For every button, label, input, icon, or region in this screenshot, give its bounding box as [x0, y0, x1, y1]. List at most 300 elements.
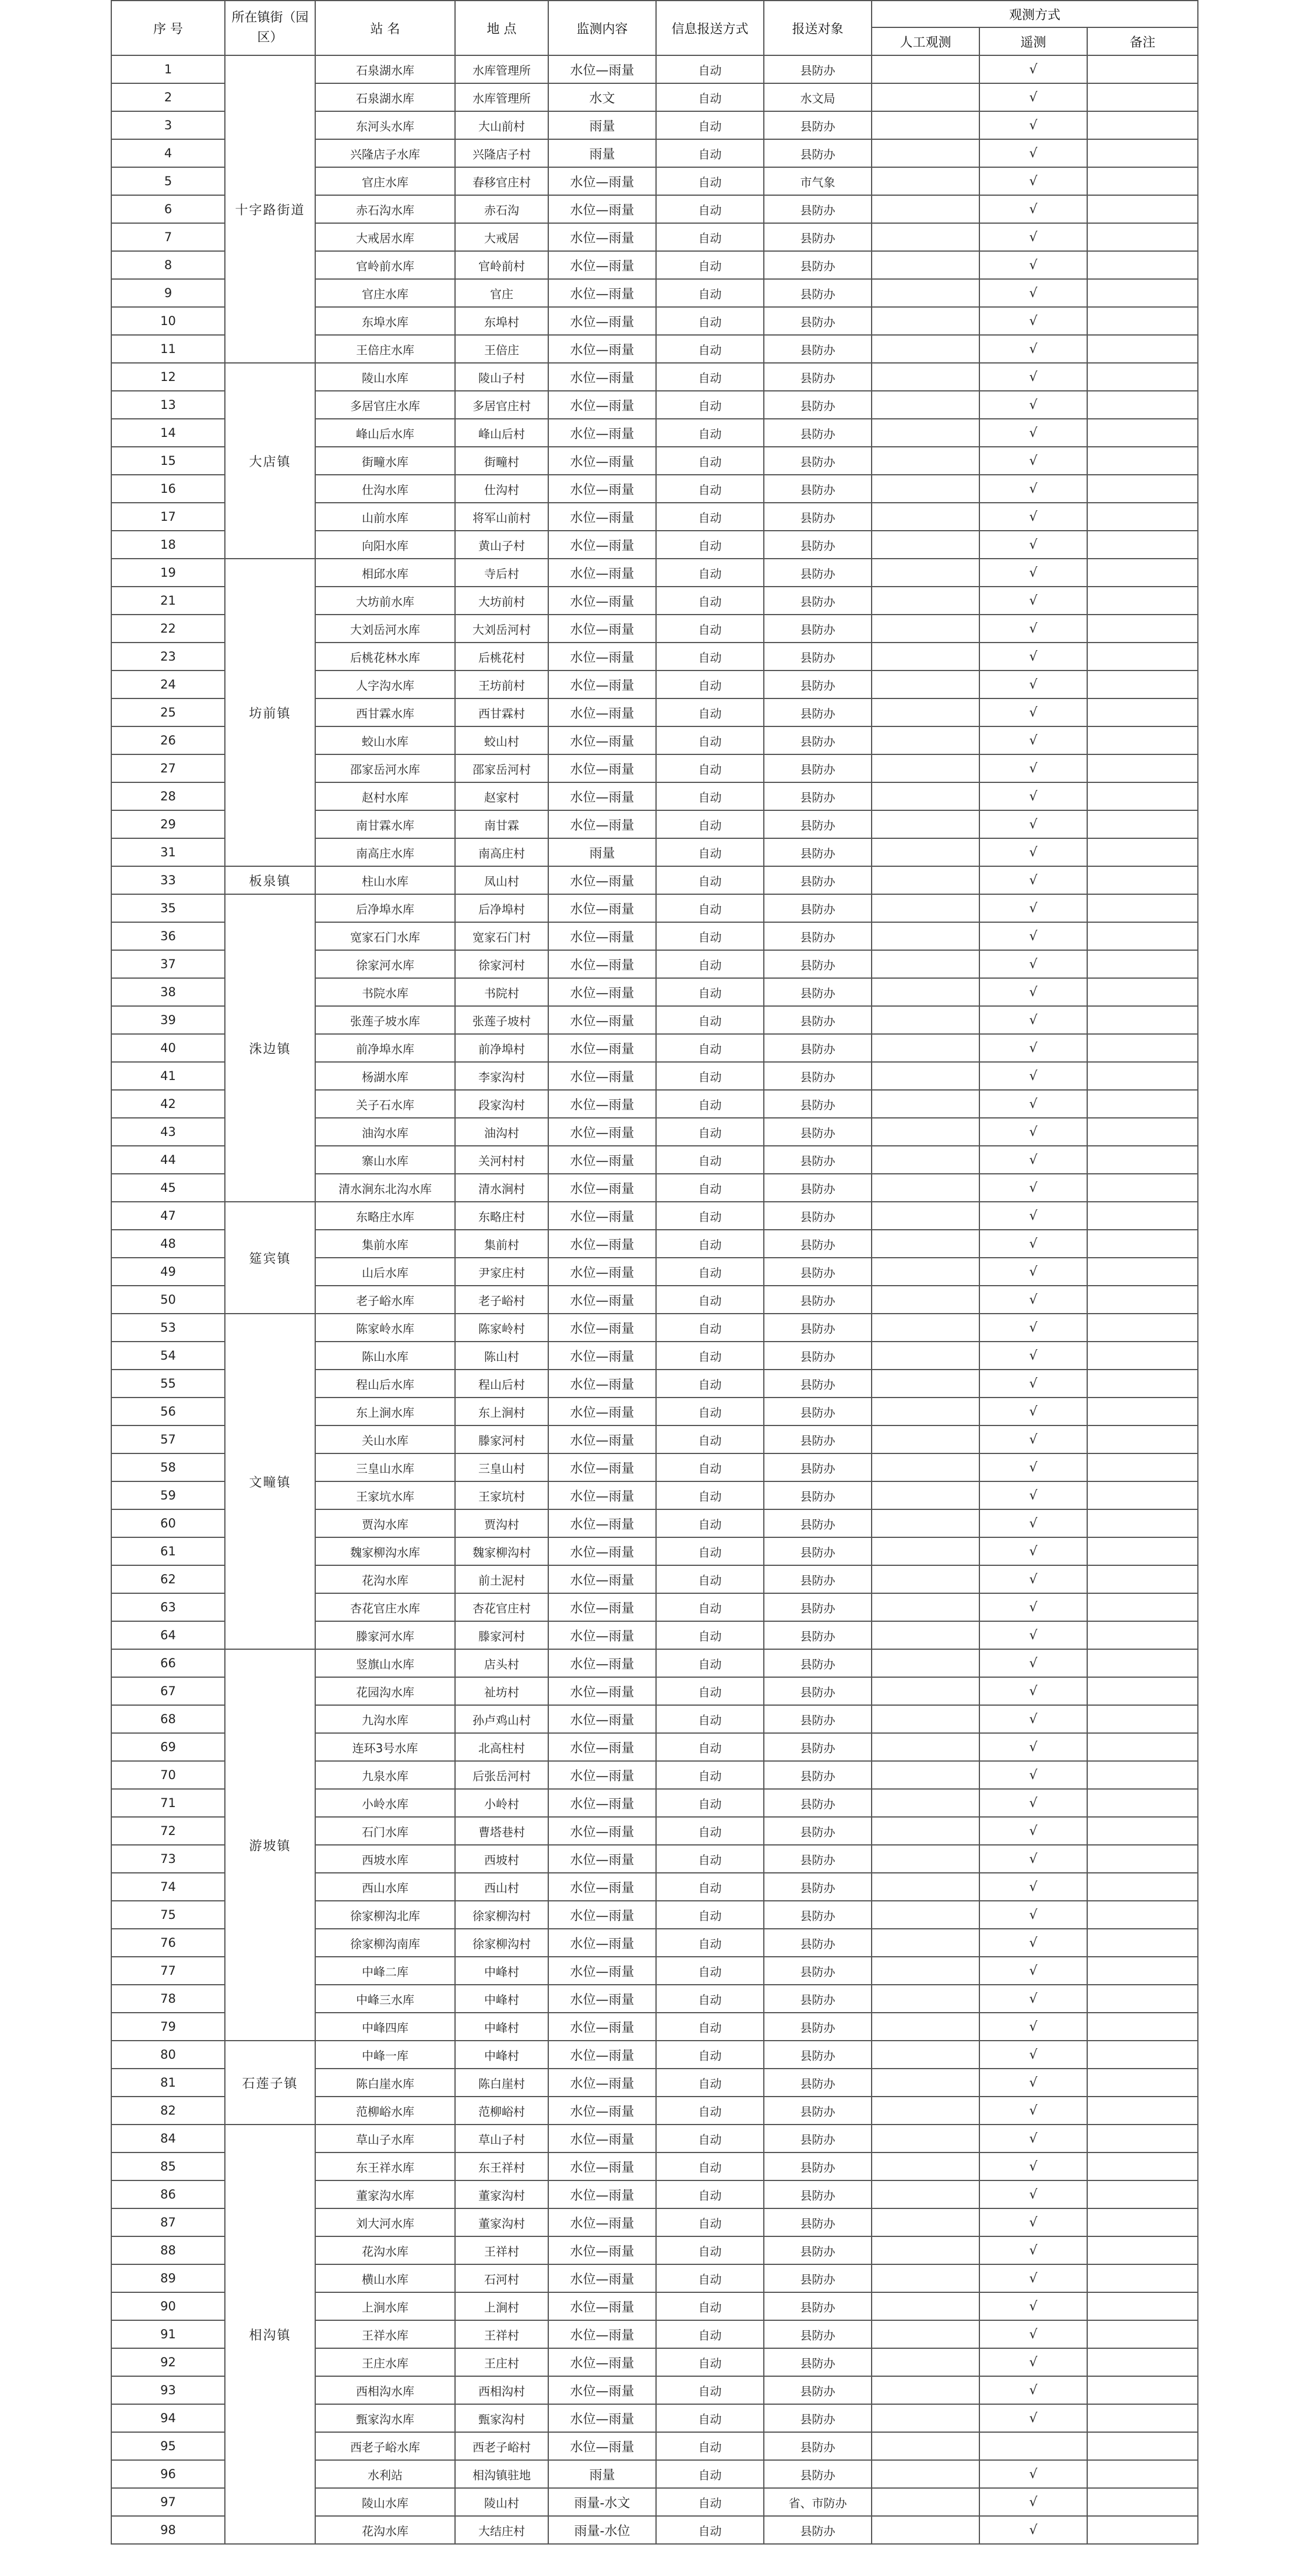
manual-cell — [872, 978, 979, 1006]
remote-cell: √ — [979, 1174, 1087, 1202]
station-cell: 花沟水库 — [315, 2516, 455, 2544]
location-cell: 范柳峪村 — [455, 2097, 548, 2125]
remote-cell: √ — [979, 1649, 1087, 1677]
manual-cell — [872, 503, 979, 531]
method-cell: 自动 — [656, 2152, 764, 2180]
manual-cell — [872, 1258, 979, 1286]
method-cell: 自动 — [656, 754, 764, 782]
station-cell: 蛟山水库 — [315, 726, 455, 754]
content-cell: 水位—雨量 — [548, 2180, 656, 2208]
content-cell: 水位—雨量 — [548, 2236, 656, 2264]
method-cell: 自动 — [656, 922, 764, 950]
target-cell: 县防办 — [764, 698, 872, 726]
method-cell: 自动 — [656, 978, 764, 1006]
content-cell: 水位—雨量 — [548, 2432, 656, 2460]
manual-cell — [872, 363, 979, 391]
note-cell — [1087, 2516, 1198, 2544]
station-cell: 邵家岳河水库 — [315, 754, 455, 782]
target-cell: 县防办 — [764, 1146, 872, 1174]
method-cell: 自动 — [656, 782, 764, 810]
method-cell: 自动 — [656, 251, 764, 279]
note-cell — [1087, 1174, 1198, 1202]
manual-cell — [872, 531, 979, 559]
method-cell: 自动 — [656, 223, 764, 251]
seq-cell: 28 — [111, 782, 225, 810]
seq-cell: 58 — [111, 1453, 225, 1481]
content-cell: 水位—雨量 — [548, 1817, 656, 1845]
note-cell — [1087, 2460, 1198, 2488]
content-cell: 水位—雨量 — [548, 2320, 656, 2348]
station-cell: 贾沟水库 — [315, 1509, 455, 1537]
method-cell: 自动 — [656, 1873, 764, 1901]
station-cell: 多居官庄水库 — [315, 391, 455, 419]
note-cell — [1087, 139, 1198, 167]
method-cell: 自动 — [656, 1090, 764, 1118]
remote-cell: √ — [979, 195, 1087, 223]
note-cell — [1087, 726, 1198, 754]
method-cell: 自动 — [656, 2488, 764, 2516]
seq-cell: 75 — [111, 1901, 225, 1929]
seq-cell: 23 — [111, 643, 225, 671]
target-cell: 县防办 — [764, 1006, 872, 1034]
note-cell — [1087, 419, 1198, 447]
seq-cell: 50 — [111, 1286, 225, 1314]
target-cell: 县防办 — [764, 391, 872, 419]
method-cell: 自动 — [656, 1118, 764, 1146]
method-cell: 自动 — [656, 1286, 764, 1314]
station-cell: 草山子水库 — [315, 2125, 455, 2152]
target-cell: 县防办 — [764, 1202, 872, 1230]
content-cell: 水位—雨量 — [548, 671, 656, 698]
remote-cell: √ — [979, 1202, 1087, 1230]
manual-cell — [872, 55, 979, 83]
manual-cell — [872, 223, 979, 251]
seq-cell: 24 — [111, 671, 225, 698]
header-seq: 序 号 — [111, 1, 225, 55]
manual-cell — [872, 1705, 979, 1733]
header-observe: 观测方式 — [872, 1, 1198, 27]
seq-cell: 49 — [111, 1258, 225, 1286]
content-cell: 水位—雨量 — [548, 1314, 656, 1342]
manual-cell — [872, 671, 979, 698]
station-cell: 水利站 — [315, 2460, 455, 2488]
note-cell — [1087, 1845, 1198, 1873]
target-cell: 县防办 — [764, 1398, 872, 1425]
location-cell: 南高庄村 — [455, 838, 548, 866]
location-cell: 张莲子坡村 — [455, 1006, 548, 1034]
table-row — [111, 363, 1198, 391]
seq-cell: 21 — [111, 587, 225, 615]
method-cell: 自动 — [656, 950, 764, 978]
station-cell: 街疃水库 — [315, 447, 455, 475]
method-cell: 自动 — [656, 2320, 764, 2348]
remote-cell: √ — [979, 1453, 1087, 1481]
method-cell: 自动 — [656, 363, 764, 391]
content-cell: 水位—雨量 — [548, 1425, 656, 1453]
station-cell: 后桃花林水库 — [315, 643, 455, 671]
note-cell — [1087, 2432, 1198, 2460]
target-cell: 县防办 — [764, 754, 872, 782]
station-cell: 陵山水库 — [315, 2488, 455, 2516]
seq-cell: 61 — [111, 1537, 225, 1565]
content-cell: 水位—雨量 — [548, 726, 656, 754]
note-cell — [1087, 335, 1198, 363]
manual-cell — [872, 2125, 979, 2152]
note-cell — [1087, 1146, 1198, 1174]
remote-cell: √ — [979, 419, 1087, 447]
note-cell — [1087, 1509, 1198, 1537]
content-cell: 水位—雨量 — [548, 1957, 656, 1985]
station-cell: 向阳水库 — [315, 531, 455, 559]
manual-cell — [872, 1621, 979, 1649]
seq-cell: 43 — [111, 1118, 225, 1146]
note-cell — [1087, 782, 1198, 810]
station-cell: 九沟水库 — [315, 1705, 455, 1733]
remote-cell: √ — [979, 2236, 1087, 2264]
seq-cell: 18 — [111, 531, 225, 559]
seq-cell: 76 — [111, 1929, 225, 1957]
station-cell: 仕沟水库 — [315, 475, 455, 503]
target-cell: 县防办 — [764, 419, 872, 447]
station-cell: 小岭水库 — [315, 1789, 455, 1817]
method-cell: 自动 — [656, 83, 764, 111]
location-cell: 小岭村 — [455, 1789, 548, 1817]
content-cell: 水位—雨量 — [548, 279, 656, 307]
method-cell: 自动 — [656, 111, 764, 139]
note-cell — [1087, 1537, 1198, 1565]
note-cell — [1087, 447, 1198, 475]
note-cell — [1087, 754, 1198, 782]
seq-cell: 38 — [111, 978, 225, 1006]
method-cell: 自动 — [656, 2460, 764, 2488]
method-cell: 自动 — [656, 1481, 764, 1509]
seq-cell: 48 — [111, 1230, 225, 1258]
location-cell: 孙卢鸡山村 — [455, 1705, 548, 1733]
content-cell: 雨量 — [548, 111, 656, 139]
method-cell: 自动 — [656, 1034, 764, 1062]
seq-cell: 47 — [111, 1202, 225, 1230]
target-cell: 省、市防办 — [764, 2488, 872, 2516]
manual-cell — [872, 1174, 979, 1202]
content-cell: 水位—雨量 — [548, 55, 656, 83]
remote-cell: √ — [979, 1677, 1087, 1705]
location-cell: 西甘霖村 — [455, 698, 548, 726]
note-cell — [1087, 2208, 1198, 2236]
target-cell: 县防办 — [764, 643, 872, 671]
town-cell: 洙边镇 — [225, 894, 315, 1202]
method-cell: 自动 — [656, 1901, 764, 1929]
remote-cell: √ — [979, 2125, 1087, 2152]
content-cell: 水位—雨量 — [548, 2125, 656, 2152]
method-cell: 自动 — [656, 139, 764, 167]
remote-cell: √ — [979, 167, 1087, 195]
method-cell: 自动 — [656, 2292, 764, 2320]
target-cell: 县防办 — [764, 978, 872, 1006]
content-cell: 水位—雨量 — [548, 2348, 656, 2376]
note-cell — [1087, 1202, 1198, 1230]
station-cell: 陵山水库 — [315, 363, 455, 391]
location-cell: 西坡村 — [455, 1845, 548, 1873]
table-row — [111, 559, 1198, 587]
target-cell: 县防办 — [764, 335, 872, 363]
manual-cell — [872, 1146, 979, 1174]
location-cell: 关河村村 — [455, 1146, 548, 1174]
remote-cell: √ — [979, 55, 1087, 83]
manual-cell — [872, 2292, 979, 2320]
content-cell: 水文 — [548, 83, 656, 111]
method-cell: 自动 — [656, 2264, 764, 2292]
content-cell: 水位—雨量 — [548, 559, 656, 587]
target-cell: 县防办 — [764, 1118, 872, 1146]
note-cell — [1087, 2488, 1198, 2516]
station-cell: 官岭前水库 — [315, 251, 455, 279]
manual-cell — [872, 1342, 979, 1370]
target-cell: 县防办 — [764, 279, 872, 307]
seq-cell: 72 — [111, 1817, 225, 1845]
seq-cell: 82 — [111, 2097, 225, 2125]
target-cell: 县防办 — [764, 307, 872, 335]
table-body — [111, 55, 1198, 2544]
method-cell: 自动 — [656, 2041, 764, 2069]
manual-cell — [872, 1006, 979, 1034]
table-row — [111, 1649, 1198, 1677]
manual-cell — [872, 2516, 979, 2544]
content-cell: 水位—雨量 — [548, 2292, 656, 2320]
method-cell: 自动 — [656, 307, 764, 335]
content-cell: 水位—雨量 — [548, 2376, 656, 2404]
table-row — [111, 866, 1198, 894]
content-cell: 水位—雨量 — [548, 1258, 656, 1286]
seq-cell: 85 — [111, 2152, 225, 2180]
seq-cell: 35 — [111, 894, 225, 922]
method-cell: 自动 — [656, 615, 764, 643]
method-cell: 自动 — [656, 894, 764, 922]
note-cell — [1087, 866, 1198, 894]
station-cell: 东河头水库 — [315, 111, 455, 139]
seq-cell: 6 — [111, 195, 225, 223]
content-cell: 水位—雨量 — [548, 335, 656, 363]
method-cell: 自动 — [656, 2348, 764, 2376]
manual-cell — [872, 1370, 979, 1398]
method-cell: 自动 — [656, 195, 764, 223]
method-cell: 自动 — [656, 587, 764, 615]
remote-cell: √ — [979, 1425, 1087, 1453]
seq-cell: 40 — [111, 1034, 225, 1062]
remote-cell: √ — [979, 978, 1087, 1006]
method-cell: 自动 — [656, 279, 764, 307]
seq-cell: 89 — [111, 2264, 225, 2292]
target-cell: 县防办 — [764, 2516, 872, 2544]
content-cell: 水位—雨量 — [548, 1565, 656, 1593]
seq-cell: 36 — [111, 922, 225, 950]
note-cell — [1087, 587, 1198, 615]
manual-cell — [872, 1985, 979, 2013]
manual-cell — [872, 2264, 979, 2292]
target-cell: 县防办 — [764, 2460, 872, 2488]
manual-cell — [872, 83, 979, 111]
seq-cell: 33 — [111, 866, 225, 894]
content-cell: 水位—雨量 — [548, 1118, 656, 1146]
location-cell: 大戒居 — [455, 223, 548, 251]
location-cell: 官岭前村 — [455, 251, 548, 279]
station-cell: 南甘霖水库 — [315, 810, 455, 838]
note-cell — [1087, 2264, 1198, 2292]
remote-cell: √ — [979, 698, 1087, 726]
location-cell: 上涧村 — [455, 2292, 548, 2320]
note-cell — [1087, 2404, 1198, 2432]
header-method: 信息报送方式 — [656, 1, 764, 55]
remote-cell: √ — [979, 139, 1087, 167]
method-cell: 自动 — [656, 726, 764, 754]
town-cell: 坊前镇 — [225, 559, 315, 866]
location-cell: 大刘岳河村 — [455, 615, 548, 643]
target-cell: 县防办 — [764, 2041, 872, 2069]
note-cell — [1087, 1342, 1198, 1370]
content-cell: 水位—雨量 — [548, 2264, 656, 2292]
seq-cell: 95 — [111, 2432, 225, 2460]
station-cell: 陈白崖水库 — [315, 2069, 455, 2097]
remote-cell: √ — [979, 1873, 1087, 1901]
remote-cell: √ — [979, 447, 1087, 475]
remote-cell: √ — [979, 1370, 1087, 1398]
target-cell: 县防办 — [764, 2292, 872, 2320]
content-cell: 水位—雨量 — [548, 950, 656, 978]
target-cell: 县防办 — [764, 2264, 872, 2292]
manual-cell — [872, 475, 979, 503]
content-cell: 水位—雨量 — [548, 2013, 656, 2041]
note-cell — [1087, 810, 1198, 838]
station-cell: 山后水库 — [315, 1258, 455, 1286]
table-row — [111, 2125, 1198, 2152]
seq-cell: 19 — [111, 559, 225, 587]
target-cell: 县防办 — [764, 55, 872, 83]
station-cell: 前净埠水库 — [315, 1034, 455, 1062]
method-cell: 自动 — [656, 1006, 764, 1034]
note-cell — [1087, 1370, 1198, 1398]
note-cell — [1087, 279, 1198, 307]
method-cell: 自动 — [656, 1537, 764, 1565]
station-cell: 后净埠水库 — [315, 894, 455, 922]
seq-cell: 3 — [111, 111, 225, 139]
note-cell — [1087, 1034, 1198, 1062]
note-cell — [1087, 1062, 1198, 1090]
manual-cell — [872, 1761, 979, 1789]
content-cell: 雨量-水文 — [548, 2488, 656, 2516]
station-cell: 董家沟水库 — [315, 2180, 455, 2208]
content-cell: 雨量-水位 — [548, 2516, 656, 2544]
remote-cell: √ — [979, 1985, 1087, 2013]
target-cell: 县防办 — [764, 1789, 872, 1817]
remote-cell: √ — [979, 2320, 1087, 2348]
manual-cell — [872, 866, 979, 894]
location-cell: 王祥村 — [455, 2236, 548, 2264]
target-cell: 县防办 — [764, 503, 872, 531]
remote-cell: √ — [979, 1006, 1087, 1034]
town-cell: 大店镇 — [225, 363, 315, 559]
seq-cell: 70 — [111, 1761, 225, 1789]
note-cell — [1087, 2292, 1198, 2320]
location-cell: 西老子峪村 — [455, 2432, 548, 2460]
manual-cell — [872, 1118, 979, 1146]
seq-cell: 9 — [111, 279, 225, 307]
seq-cell: 96 — [111, 2460, 225, 2488]
location-cell: 石河村 — [455, 2264, 548, 2292]
content-cell: 水位—雨量 — [548, 475, 656, 503]
location-cell: 中峰村 — [455, 1957, 548, 1985]
method-cell: 自动 — [656, 1929, 764, 1957]
station-cell: 陈家岭水库 — [315, 1314, 455, 1342]
station-cell: 石泉湖水库 — [315, 83, 455, 111]
remote-cell: √ — [979, 279, 1087, 307]
manual-cell — [872, 1565, 979, 1593]
seq-cell: 15 — [111, 447, 225, 475]
station-cell: 柱山水库 — [315, 866, 455, 894]
content-cell: 水位—雨量 — [548, 447, 656, 475]
manual-cell — [872, 2069, 979, 2097]
seq-cell: 44 — [111, 1146, 225, 1174]
target-cell: 县防办 — [764, 1537, 872, 1565]
remote-cell: √ — [979, 866, 1087, 894]
seq-cell: 63 — [111, 1593, 225, 1621]
note-cell — [1087, 559, 1198, 587]
location-cell: 中峰村 — [455, 1985, 548, 2013]
manual-cell — [872, 1649, 979, 1677]
manual-cell — [872, 698, 979, 726]
method-cell: 自动 — [656, 1985, 764, 2013]
remote-cell: √ — [979, 391, 1087, 419]
remote-cell: √ — [979, 2376, 1087, 2404]
note-cell — [1087, 531, 1198, 559]
remote-cell: √ — [979, 922, 1087, 950]
remote-cell: √ — [979, 475, 1087, 503]
location-cell: 春移官庄村 — [455, 167, 548, 195]
note-cell — [1087, 1621, 1198, 1649]
method-cell: 自动 — [656, 1593, 764, 1621]
content-cell: 水位—雨量 — [548, 1034, 656, 1062]
method-cell: 自动 — [656, 1453, 764, 1481]
manual-cell — [872, 782, 979, 810]
seq-cell: 22 — [111, 615, 225, 643]
target-cell: 县防办 — [764, 1370, 872, 1398]
station-cell: 寨山水库 — [315, 1146, 455, 1174]
note-cell — [1087, 1398, 1198, 1425]
target-cell: 县防办 — [764, 2348, 872, 2376]
station-cell: 关山水库 — [315, 1425, 455, 1453]
location-cell: 董家沟村 — [455, 2180, 548, 2208]
manual-cell — [872, 195, 979, 223]
manual-cell — [872, 2208, 979, 2236]
station-cell: 关子石水库 — [315, 1090, 455, 1118]
station-cell: 宽家石门水库 — [315, 922, 455, 950]
target-cell: 县防办 — [764, 2432, 872, 2460]
content-cell: 水位—雨量 — [548, 363, 656, 391]
station-cell: 刘大河水库 — [315, 2208, 455, 2236]
manual-cell — [872, 1817, 979, 1845]
target-cell: 县防办 — [764, 1677, 872, 1705]
remote-cell: √ — [979, 1705, 1087, 1733]
method-cell: 自动 — [656, 1957, 764, 1985]
note-cell — [1087, 363, 1198, 391]
content-cell: 水位—雨量 — [548, 810, 656, 838]
seq-cell: 91 — [111, 2320, 225, 2348]
remote-cell: √ — [979, 1621, 1087, 1649]
remote-cell: √ — [979, 2264, 1087, 2292]
remote-cell: √ — [979, 559, 1087, 587]
remote-cell: √ — [979, 1565, 1087, 1593]
location-cell: 赵家村 — [455, 782, 548, 810]
station-cell: 花园沟水库 — [315, 1677, 455, 1705]
table-header — [111, 1, 1198, 55]
